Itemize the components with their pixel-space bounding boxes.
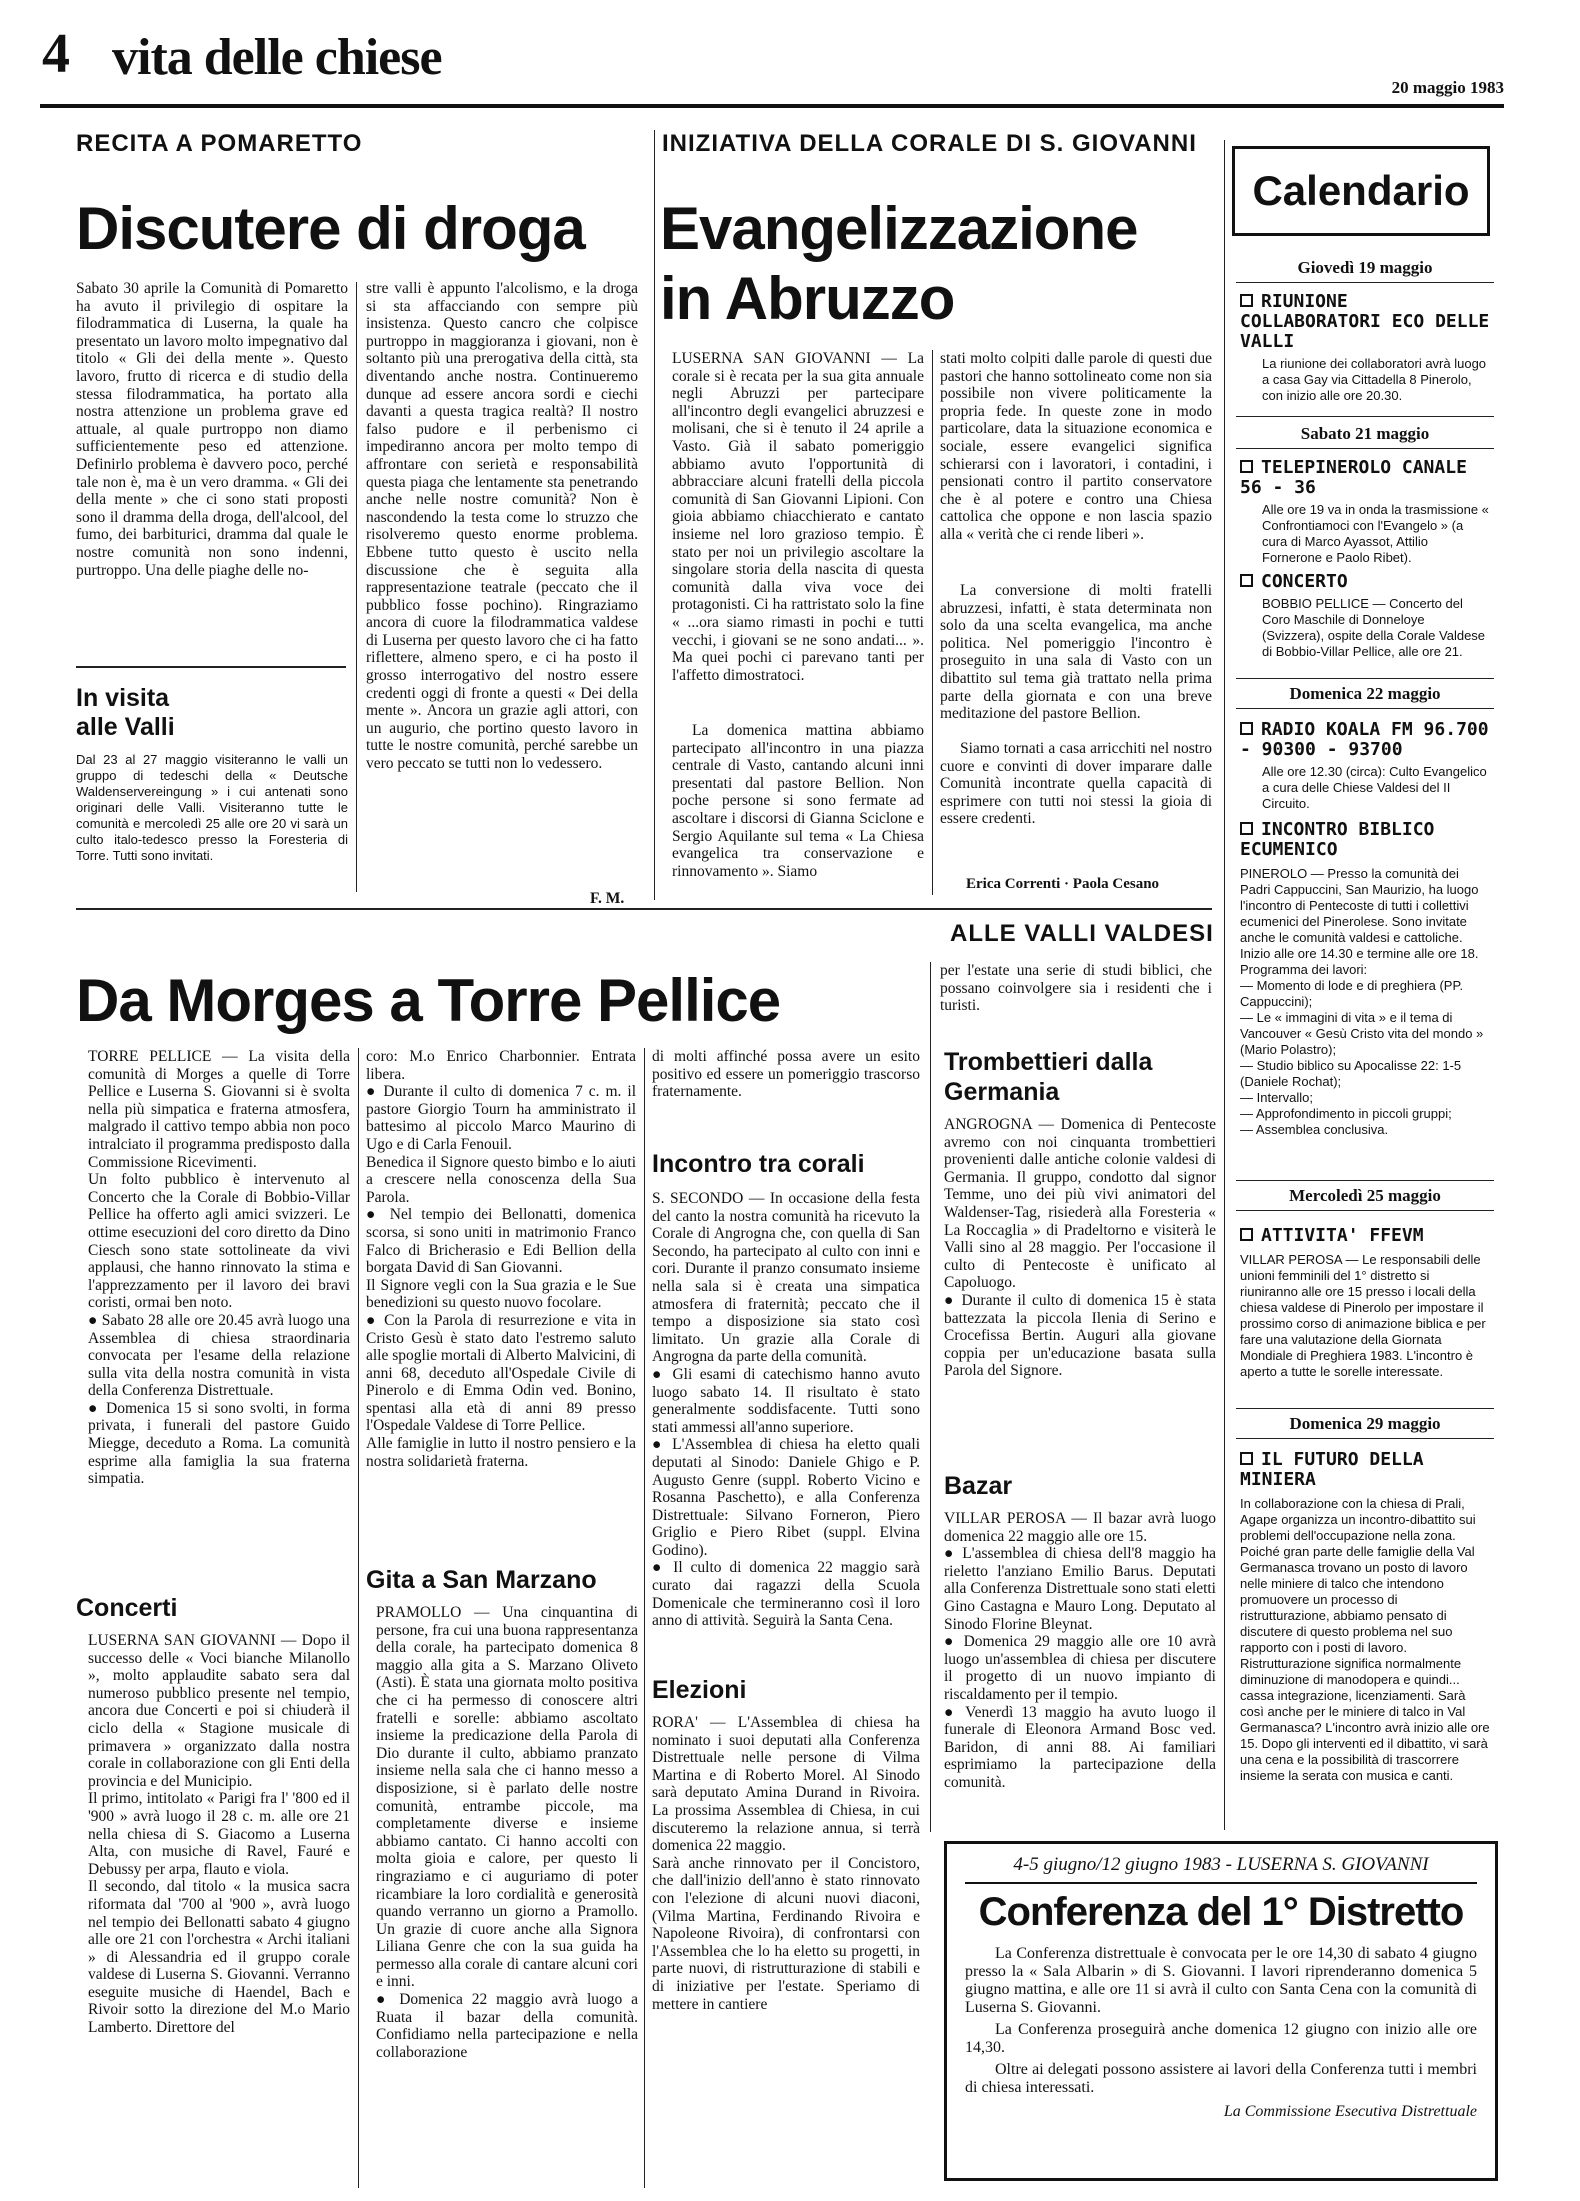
calendar-title: Calendario (1232, 146, 1490, 236)
calendar-entry-title: TELEPINEROLO CANALE 56 - 36 (1240, 457, 1467, 498)
calendar-day: Domenica 22 maggio (1289, 684, 1441, 703)
article2-kicker: INIZIATIVA DELLA CORALE DI S. GIOVANNI (662, 130, 1197, 157)
calendar-entry-title: RIUNIONE COLLABORATORI ECO DELLE VALLI (1240, 291, 1490, 352)
article2-col2: stati molto colpiti dalle parole di questi due pastori che hanno sottolineato come non sia possibile non vivere politicamente la propria fede. In queste zone in modo particolare, data la situazione economica e sociale, essere evangelici significa schierarsi con i lavoratori, i contadini, i pensionati contro il partito conservatore che è al potere e contro una Chiesa cattolica che oppone e non lascia spazio alla « verità che ci rende liberi ». (940, 350, 1212, 543)
article2-col1b: La domenica mattina abbiamo partecipato all'incontro in una piazza centrale di Vasto, cantando alcuni inni presentati dal pastore Bellion. Non poche persone si sono fermate ad ascoltare i discorsi di Gianna Sciclone e Sergio Aquilante sul tema « La Chiesa evangelica tra conservazione e rinnovamento ». Siamo (672, 722, 924, 880)
column-divider (930, 962, 931, 1832)
calendar-entry-text: In collaborazione con la chiesa di Prali, Agape organizza un incontro-dibattito sui problemi dell'occupazione nella zona. Poiché gran parte delle famiglie della Val Germanasca trovano un posto di lavoro nelle miniere di talco che intendono promuovere un processo di ristrutturazione, abbiamo pensato di discutere di questo problema nel suo rapporto con i posti di lavoro. Ristrutturazione significa normalmente diminuzione di manodopera e quindi... cassa integrazione, licenziamenti. Sarà così anche per le miniere di talco in Val Germanasca? L'incontro avrà inizio alle ore 15. Dopo gli interventi ed il dibattito, vi sarà una cena e la possibilità di trascorrere insieme la serata con musica e canti. (1240, 1496, 1490, 1783)
calendar-entry-title: ATTIVITA' FFEVM (1240, 1226, 1490, 1246)
section-rule (76, 908, 1212, 910)
article1-signature: F. M. (590, 890, 625, 907)
calendar-rule (1236, 1438, 1494, 1439)
trombettieri-title-line1: Trombettieri dalla (944, 1048, 1153, 1076)
article2-signature: Erica Correnti · Paola Cesano (966, 876, 1160, 892)
checkbox-icon (1240, 722, 1253, 735)
calendar-rule (1236, 416, 1494, 417)
elezioni-title: Elezioni (652, 1676, 747, 1704)
gita-title: Gita a San Marzano (366, 1566, 597, 1594)
page-number: 4 (42, 23, 70, 85)
column-divider (932, 350, 933, 895)
masthead: vita delle chiese (112, 29, 442, 86)
article2-title-line2: in Abruzzo (660, 265, 955, 332)
calendar-rule (1236, 1408, 1494, 1409)
calendar-day: Domenica 29 maggio (1289, 1414, 1441, 1433)
calendar-entry-text: BOBBIO PELLICE — Concerto del Coro Maschile di Donneloye (Svizzera), ospite della Corale Valdese di Bobbio-Villar Pellice, alle ore 21. (1262, 596, 1486, 659)
calendar-rule (1236, 448, 1494, 449)
article2-col1: LUSERNA SAN GIOVANNI — La corale si è recata per la sua gita annuale negli Abruzzi per partecipare all'incontro degli evangelici abruzzesi e molisani, che si è tenuto il 24 aprile a Vasto. Già il sabato pomeriggio abbiamo avuto l'opportunità di abbracciare alcuni fratelli della piccola comunità di San Giovanni Lipioni. Con gioia abbiamo chiacchierato e cantato insieme nel loro grazioso tempio. È stato per noi un privilegio ascoltare la singolare storia della nascita di questa comunità dalla viva voce dei protagonisti. Ci ha rattristato solo la fine « ...ora siamo rimasti in pochi e tutti vecchi, i giovani se ne sono andati... ». Ma quei pochi ci parevano tanti per l'affetto dimostratoci. (672, 350, 924, 684)
conference-signature: La Commissione Esecutiva Distrettuale (1223, 2103, 1477, 2120)
article1-col1: Sabato 30 aprile la Comunità di Pomaretto ha avuto il privilegio di ospitare la filodrammatica di Luserna, la quale ha presentato un lavoro molto impegnativo dal titolo « Gli dei della mente ». Questo lavoro, frutto di ricerca e di studio della stessa filodrammatica, ha portato alla nostra attenzione un problema grave ed attuale, al quale purtroppo non diamo sufficientemente peso ed attenzione. Definirlo problema è davvero poco, perché tale non è, ma è un vero dramma. « Gli dei della mente » che ci sono stati proposti sono il dramma della droga, dell'alcool, del fumo, dei barbiturici, dramma dal quale le nostre comunità non sono indenni, purtroppo. Una delle piaghe delle no- (76, 280, 348, 579)
column-divider (644, 1048, 645, 2188)
checkbox-icon (1240, 574, 1253, 587)
checkbox-icon (1240, 822, 1253, 835)
gita-text: PRAMOLLO — Una cinquantina di persone, fra cui una buona rappresentanza della corale, ha partecipato domenica 8 maggio alla gita a S. Marzano Oliveto (Asti). È stata una giornata molto positiva che ci ha permesso di conoscere altri fratelli e sorelle: abbiamo ascoltato insieme la predicazione della Parola di Dio durante il culto, abbiamo pranzato insieme nella sala che ci hanno messo a disposizione, si è parlato delle nostre comunità, entrambe piccole, ma completamente diverse e insieme abbiamo cantato. Ci hanno accolti con molta gioia e calore, per questo li ringraziamo e ci auguriamo di poter ricambiare la loro cordialità e generosità quando verranno un giorno a Pramollo. Un grazie di cuore anche alla Signora Liliana Genre che con la sua guida ha permesso alla corale di cantare alcuni cori e inni. ● Domenica 22 maggio avrà luogo a Ruata il bazar della comunità. Confidiamo nella partecipazione e nella collaborazione (376, 1604, 638, 2061)
checkbox-icon (1240, 460, 1253, 473)
article3-kicker: ALLE VALLI VALDESI (950, 920, 1214, 947)
calendar-entry-title: IL FUTURO DELLA MINIERA (1240, 1449, 1424, 1490)
bazar-title: Bazar (944, 1472, 1013, 1500)
issue-date: 20 maggio 1983 (1391, 78, 1504, 97)
calendar-rule (1236, 1210, 1494, 1211)
trombettieri-title-line2: Germania (944, 1078, 1060, 1106)
article3-col3: di molti affinché possa avere un esito positivo ed essere un pomeriggio trascorso fraternamente. (652, 1048, 920, 1101)
visita-title-line2: alle Valli (76, 713, 175, 741)
checkbox-icon (1240, 1452, 1253, 1465)
calendar-entry-text: Alle ore 12.30 (circa): Culto Evangelico a cura delle Chiese Valdesi del II Circuito. (1262, 764, 1487, 811)
article3-col2: coro: M.o Enrico Charbonnier. Entrata libera. ● Durante il culto di domenica 7 c. m. il pastore Giorgio Tourn ha amministrato il battesimo al piccolo Marco Maurino di Ugo e di Carla Fenouil. Benedica il Signore questo bimbo e lo aiuti a crescere nella conoscenza della Sua Parola. ● Nel tempio dei Bellonatti, domenica scorsa, si sono uniti in matrimonio Franco Falco di Bricherasio e Edi Bellion della borgata David di San Giovanni. Il Signore vegli con la Sua grazia e le Sue benedizioni su questo nuovo focolare. ● Con la Parola di resurrezione e vita in Cristo Gesù è stato dato l'estremo saluto alle spoglie mortali di Alberto Malvicini, di anni 68, deceduto all'Ospedale Civile di Pinerolo e di Emma Odin ved. Bonino, spentasi alla età di anni 89 presso l'Ospedale Valdese di Torre Pellice. Alle famiglie in lutto il nostro pensiero e la nostra solidarietà fraterna. (366, 1048, 636, 1470)
calendar-rule (1236, 678, 1494, 679)
checkbox-icon (1240, 1228, 1253, 1241)
column-divider (358, 1048, 359, 2188)
calendar-rule (1236, 708, 1494, 709)
article1-title: Discutere di droga (76, 195, 585, 262)
conference-title: Conferenza del 1° Distretto (978, 1890, 1464, 1934)
conference-header: 4-5 giugno/12 giugno 1983 - LUSERNA S. GIOVANNI (1013, 1854, 1429, 1875)
article1-kicker: RECITA A POMARETTO (76, 130, 363, 157)
calendar-entry-text: VILLAR PEROSA — Le responsabili delle unioni femminili del 1° distretto si riuniranno alle ore 15 presso i locali della chiesa valdese di Pinerolo per impostare il prossimo corso di animazione biblica e per fare una valutazione della Giornata Mondiale di Preghiera 1983. L'incontro è aperto a tutte le sorelle interessate. (1240, 1252, 1486, 1379)
calendar-divider (1224, 140, 1225, 1830)
conference-rule (965, 1882, 1477, 1884)
article2-title-line1: Evangelizzazione (660, 195, 1138, 262)
concerti-title: Concerti (76, 1594, 178, 1622)
visita-rule (76, 666, 346, 668)
checkbox-icon (1240, 294, 1253, 307)
article2-col2c: Siamo tornati a casa arricchiti nel nostro cuore e convinti di dover imparare dalle Comunità incontrate quella capacità di esprimere con tutti noi stessi la gioia di essere credenti. (940, 740, 1212, 828)
calendar-entry-title: CONCERTO (1240, 572, 1490, 592)
elezioni-text: RORA' — L'Assemblea di chiesa ha nominato i suoi deputati alla Conferenza Distrettuale nelle persone di Vilma Martina e di Roberto Morel. Al Sinodo sarà deputato Amina Durand in Rivoira. La prossima Assemblea di Chiesa, in cui discuteremo la relazione annua, si terrà domenica 22 maggio. Sarà anche rinnovato per il Concistoro, che dall'inizio dell'anno è stato rinnovato con l'elezione di alcuni nuovi diaconi, (Vilma Martina, Ferdinando Rivoira e Napoleone Rivoira), di confrontarsi con l'Assemblea che lo ha eletto su progetti, in parte nuovi, di ristrutturazione di stabili e di iniziative per l'estate. Speriamo di mettere in cantiere (652, 1714, 920, 2013)
calendar-day: Sabato 21 maggio (1300, 424, 1430, 443)
article2-col2b: La conversione di molti fratelli abruzzesi, infatti, è stata determinata non solo da una scelta evangelica, ma anche politica. Nel pomeriggio l'incontro è proseguito in una sala di Vasto con un dibattito sul tema già trattato nella prima parte della giornata e con una breve meditazione del pastore Bellion. (940, 582, 1212, 723)
calendar-entry-title: INCONTRO BIBLICO ECUMENICO (1240, 819, 1435, 860)
article3-col1: TORRE PELLICE — La visita della comunità di Morges a quelle di Torre Pellice e Luserna S. Giovanni si è svolta nella più simpatica e fraterna atmosfera, malgrado il cattivo tempo abbia non poco intralciato il programma predisposto dalla Commissione Ricevimenti. Un folto pubblico è intervenuto al Concerto che la Corale di Bobbio-Villar Pellice ha offerto agli amici svizzeri. Le ottime esecuzioni del coro diretto da Dino Ciesch sono state sottolineate da vivi applausi, che hanno rinnovato la stima e l'apprezzamento per il lavoro dei bravi coristi, ormai ben noto. ● Sabato 28 alle ore 20.45 avrà luogo una Assemblea di chiesa straordinaria convocata per l'esame della relazione sulla vita della nostra comunità in vista della Conferenza Distrettuale. ● Domenica 15 si sono svolti, in forma privata, i funerali del pastore Guido Miegge, deceduto a Roma. La comunità esprime alla famiglia la sua fraterna simpatia. (88, 1048, 350, 1488)
conference-text3: Oltre ai delegati possono assistere ai lavori della Conferenza tutti i membri di chiesa interessati. (965, 2061, 1477, 2096)
article1-col2: stre valli è appunto l'alcolismo, e la droga si sta affacciando con sempre più insistenza. Questo cancro che colpisce purtroppo in maggioranza i giovani, non è soltanto più una prerogativa della città, sta diventando anche nostra. Continueremo dunque ad essere ancora sordi e ciechi davanti a questa tragica realtà? Il nostro falso pudore e il perbenismo ci impediranno ancora per molto tempo di affrontare con serietà e responsabilità questa piaga che lentamente sta penetrando anche nelle nostre comunità? Non è nascondendo la testa come lo struzzo che risolveremo questo enorme problema. Ebbene tutto questo è uscito nella discussione che è seguita alla rappresentazione teatrale (peccato che il pubblico fosse pochino). Ringraziamo ancora di cuore la filodrammatica valdese di Luserna per questo lavoro che ci ha fatto riflettere, almeno spero, e ci ha posto il grosso interrogativo del nostro essere credenti oggi di fronte a questi « Dei della mente ». Ancora un grazie agli attori, con un augurio, che portino questo lavoro in tutte le nostre comunità, perché sarebbe un vero peccato se tutti non lo vedessero. (366, 280, 638, 773)
calendar-entry-text: Alle ore 19 va in onda la trasmissione « Confrontiamoci con l'Evangelo » (a cura di Marco Ayassot, Attilio Fornerone e Paolo Ribet). (1262, 502, 1489, 565)
article3-title: Da Morges a Torre Pellice (76, 967, 781, 1034)
conference-text1: La Conferenza distrettuale è convocata per le ore 14,30 di sabato 4 giugno presso la « Sala Albarin » di S. Giovanni. I lavori riprenderanno domenica 5 giugno mattina, e alle ore 11 si avrà il culto con Santa Cena con la comunità di Luserna S. Giovanni. (965, 1945, 1477, 2016)
column-divider (356, 282, 357, 892)
conference-box (944, 1841, 1498, 2181)
concerti-text: LUSERNA SAN GIOVANNI — Dopo il successo delle « Voci bianche Milanollo », molto applaudite sabato sera dal numeroso pubblico presente nel tempio, ancora due Concerti e poi si chiuderà il ciclo della « Stagione musicale di primavera » organizzato dalla nostra corale in collaborazione con gli Enti della provincia e del Municipio. Il primo, intitolato « Parigi fra l' '800 ed il '900 » avrà luogo il 28 c. m. alle ore 21 nella chiesa di S. Giacomo a Luserna Alta, con musiche di Ravel, Fauré e Debussy per arpa, flauto e viola. Il secondo, dal titolo « la musica sacra riformata dal '700 al '900 », avrà luogo nel tempio dei Bellonatti sabato 4 giugno alle ore 21 con l'orchestra « Archi italiani » di Alessandria ed il gruppo corale valdese di Luserna S. Giovanni. Verranno eseguite musiche di Haendel, Bach e Rivoir sotto la direzione del M.o Mario Lamberto. Direttore del (88, 1632, 350, 2037)
calendar-rule (1236, 282, 1494, 283)
visita-text: Dal 23 al 27 maggio visiteranno le valli un gruppo di tedeschi della « Deutsche Waldenservereingung » i cui antenati sono originari delle Valli. Visiteranno tutte le comunità e mercoledì 25 alle ore 20 vi sarà un culto italo-tedesco presso la Foresteria di Torre. Tutti sono invitati. (76, 752, 348, 863)
calendar-rule (1236, 1180, 1494, 1181)
visita-title-line1: In visita (76, 684, 170, 712)
article3-col4: per l'estate una serie di studi biblici, che possano coinvolgere sia i residenti che i turisti. (940, 962, 1212, 1015)
trombettieri-text: ANGROGNA — Domenica di Pentecoste avremo con noi cinquanta trombettieri provenienti dalle antiche colonie valdesi di Germania. Il gruppo, condotto dal signor Temme, uno dei più vivi animatori del Waldenser-Tag, risiederà alla Foresteria « La Roccaglia » di Pradeltorno e visiterà le Valli sino al 28 maggio. Per l'occasione il culto di Pentecoste è unificato al Capoluogo. ● Durante il culto di domenica 15 è stata battezzata la piccola Ilenia di Serino e Crocefissa Bertin. Auguri alla giovane coppia per un'educazione basata sulla Parola del Signore. (944, 1116, 1216, 1380)
conference-text2: La Conferenza proseguirà anche domenica 12 giugno con inizio alle ore 14,30. (965, 2021, 1477, 2056)
corali-text: S. SECONDO — In occasione della festa del canto la nostra comunità ha ricevuto la Corale di Angrogna che, con quella di San Secondo, ha partecipato al culto con inni e cori. Durante il pranzo consumato insieme nella sala si è creata una simpatica atmosfera di fraternità; peccato che il tempo a disposizione sia stato così limitato. Un grazie alla Corale di Angrogna da parte della comunità. ● Gli esami di catechismo hanno avuto luogo sabato 14. Il risultato è stato generalmente soddisfacente. Tutti sono stati ammessi all'anno superiore. ● L'Assemblea di chiesa ha eletto quali deputati al Sinodo: Daniele Ghigo e P. Augusto Genre (suppl. Roberto Vicino e Rosanna Paschetto), e alla Conferenza Distrettuale: Silvano Forneron, Piero Griglio e Piero Ribet (suppl. Elvina Godino). ● Il culto di domenica 22 maggio sarà curato dai ragazzi della Scuola Domenicale che termineranno così il loro anno di attività. Seguirà la Santa Cena. (652, 1190, 920, 1630)
column-divider (654, 130, 655, 900)
calendar-entry-title: RADIO KOALA FM 96.700 - 90300 - 93700 (1240, 719, 1489, 760)
calendar-entry-text: La riunione dei collaboratori avrà luogo a casa Gay via Cittadella 8 Pinerolo, con inizio alle ore 20.30. (1262, 356, 1487, 403)
corali-title: Incontro tra corali (652, 1150, 865, 1178)
bazar-text: VILLAR PEROSA — Il bazar avrà luogo domenica 22 maggio alle ore 15. ● L'assemblea di chiesa dell'8 maggio ha rieletto l'anziano Emilio Barus. Deputati alla Conferenza Distrettuale sono stati eletti Gino Castagna e Mauro Long. Deputato al Sinodo Florine Bleynat. ● Domenica 29 maggio alle ore 10 avrà luogo un'assemblea di chiesa per discutere il progetto di un nuovo impianto di riscaldamento per il tempio. ● Venerdì 13 maggio ha avuto luogo il funerale di Eleonora Armand Bosc ved. Baridon, di anni 88. Ai familiari esprimiamo la partecipazione della comunità. (944, 1510, 1216, 1791)
header-rule (40, 104, 1504, 108)
calendar-entry-text: PINEROLO — Presso la comunità dei Padri Cappuccini, San Maurizio, ha luogo l'incontro di Pentecoste di tutti i collettivi ecumenici del Pinerolese. Sono invitate anche le comunità valdesi e cattoliche. Inizio alle ore 14.30 e termine alle ore 18. Programma dei lavori: — Momento di lode e di preghiera (PP. Cappuccini); — Le « immagini di vita » e il tema di Vancouver « Gesù Cristo vita del mondo » (Mario Polastro); — Studio biblico su Apocalisse 22: 1-5 (Daniele Rochat); — Intervallo; — Approfondimento in piccoli gruppi; — Assemblea conclusiva. (1240, 866, 1484, 1137)
calendar-day: Mercoledì 25 maggio (1289, 1186, 1441, 1205)
calendar-day: Giovedì 19 maggio (1297, 258, 1433, 277)
